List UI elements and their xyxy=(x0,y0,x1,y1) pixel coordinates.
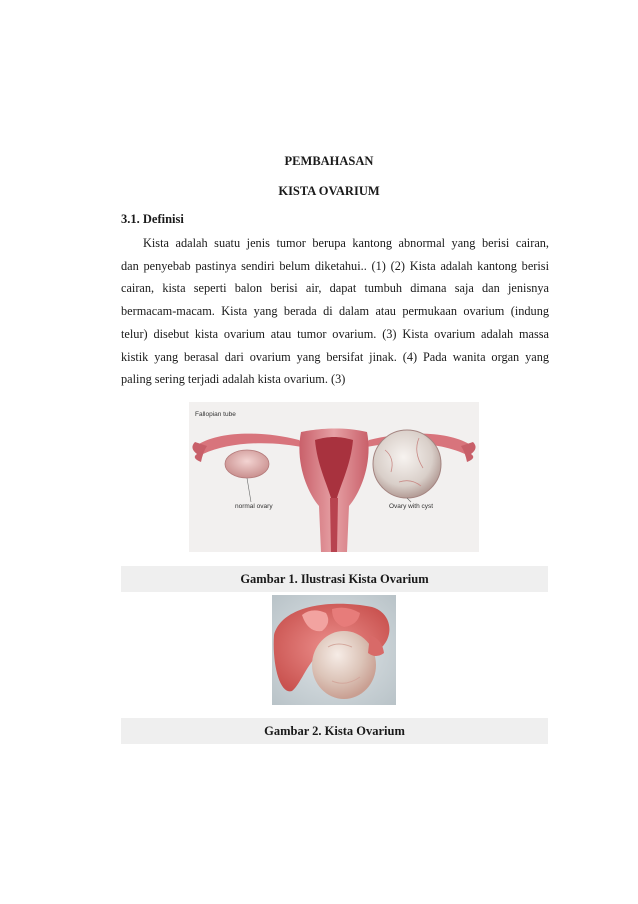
paragraph-line: paling sering terjadi adalah kista ovarium. (3) xyxy=(121,372,346,387)
paragraph-line: telur) disebut kista ovarium atau tumor ovarium. (3) Kista ovarium adalah massa xyxy=(121,326,549,341)
page-heading: PEMBAHASAN xyxy=(284,154,374,168)
paragraph-line: cairan, kista seperti balon berisi air, dapat tumbuh dimana saja dan jenisnya xyxy=(121,281,549,296)
fallopian-tube-label: Fallopian tube xyxy=(195,411,236,418)
section-title: 3.1. Definisi xyxy=(121,212,184,226)
paragraph-line: bermacam-macam. Kista yang berada di dalam atau permukaan ovarium (indung xyxy=(121,304,549,319)
paragraph-line: dan penyebab pastinya sendiri belum diketahui.. (1) (2) Kista adalah kantong berisi xyxy=(121,258,549,273)
paragraph-line: Kista adalah suatu jenis tumor berupa kantong abnormal yang berisi cairan, xyxy=(143,236,549,250)
cyst-ovary-label: Ovary with cyst xyxy=(389,503,434,510)
ovarian-cyst-photo xyxy=(272,595,396,705)
normal-ovary-label: normal ovary xyxy=(235,503,273,510)
figure2-caption: Gambar 2. Kista Ovarium xyxy=(121,718,548,744)
definition-paragraph xyxy=(121,232,549,391)
figure1-caption: Gambar 1. Ilustrasi Kista Ovarium xyxy=(121,566,548,592)
paragraph-line: kistik yang berasal dari ovarium yang bersifat jinak. (4) Pada wanita organ yang xyxy=(121,349,549,364)
page-subheading: KISTA OVARIUM xyxy=(278,184,380,198)
uterus-illustration xyxy=(189,402,479,552)
